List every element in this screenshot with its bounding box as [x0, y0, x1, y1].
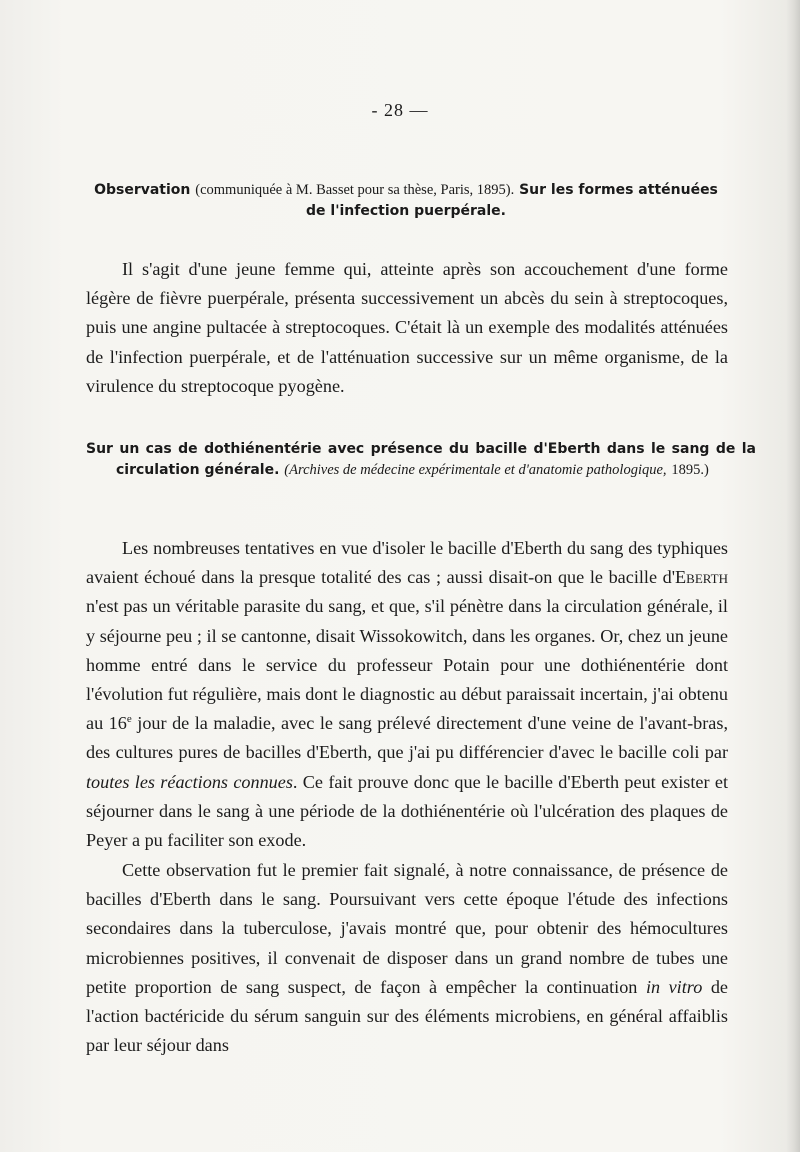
eberth-text-2: n'est pas un véritable parasite du sang, et que, s'il pénètre dans la circulation générale, il y séjourne peu ; il se cantonne, disait Wissokowitch, dans les organes. Or, chez un jeune homme entré dans le service du professeur Potain pour une dothiénentérie dont l'évolution fut régulière, mais dont le diagnostic au début paraissait incertain, j'ai obtenu au 16 [86, 596, 728, 734]
observation-followup-paragraph [86, 856, 728, 1060]
eberth-text-1: Les nombreuses tentatives en vue d'isoler le bacille d'Eberth du sang des typhiques avaient échoué dans la presque totalité des cas ; aussi disait-on que le bacille d' [86, 538, 728, 588]
eberth-superscript: e [126, 713, 132, 726]
observation-heading-bold: Observation [94, 182, 191, 198]
eberth-paragraph [86, 534, 728, 855]
dothienenterie-heading-year: 1895.) [671, 462, 709, 478]
eberth-text-4: . Ce fait prouve donc que le bacille d'Eberth peut exister et séjourner dans le sang à une période de la dothiénentérie où l'ulcération des plaques de Peyer a pu faciliter son exode. [86, 771, 728, 851]
eberth-italic: toutes les réactions connues [86, 771, 293, 792]
followup-italic: in vitro [645, 976, 703, 997]
page-number: - 28 — [371, 100, 429, 120]
page-edge-shadow [786, 0, 800, 1152]
observation-paragraph: Il s'agit d'une jeune femme qui, atteinte après son accouchement d'une forme légère de fièvre puerpérale, présenta successivement un abcès du sein à streptocoques, puis une angine pultacée à streptocoques. C'était là un exemple des modalités atténuées de l'infection puerpérale, et de l'atténuation successive sur un même organisme, de la virulence du streptocoque pyogène. [86, 259, 728, 396]
eberth-smallcaps: Eberth [675, 567, 728, 588]
followup-text-2: de l'action bactéricide du sérum sanguin sur des éléments microbiens, en général affaiblis par leur séjour dans [86, 976, 728, 1056]
observation-heading [86, 180, 726, 222]
eberth-text-3: jour de la maladie, avec le sang prélevé directement d'une veine de l'avant-bras, des cultures pures de bacilles d'Eberth, que j'ai pu différencier d'avec le bacille coli par [86, 713, 728, 763]
followup-text-1: Cette observation fut le premier fait signalé, à notre connaissance, de présence de bacilles d'Eberth dans le sang. Poursuivant vers cette époque l'étude des infections secondaires dans la tuberculose, j'avais montré que, pour obtenir des hémocultures microbiennes positives, il convenait de disposer dans un grand nombre de tubes une petite proportion de sang suspect, de façon à empêcher la continuation [86, 860, 728, 997]
dothienenterie-heading-source: (Archives de médecine expérimentale et d'anatomie pathologique, [284, 462, 667, 478]
dothienenterie-heading-title: Sur un cas de dothiénentérie avec présence du bacille d'Eberth dans le sang de la circulation générale. [86, 441, 756, 478]
observation-heading-note: (communiquée à M. Basset pour sa thèse, Paris, 1895). [195, 182, 515, 198]
dothienenterie-heading [86, 439, 756, 481]
observation-heading-title: Sur les formes atténuées de l'infection puerpérale. [306, 182, 718, 219]
